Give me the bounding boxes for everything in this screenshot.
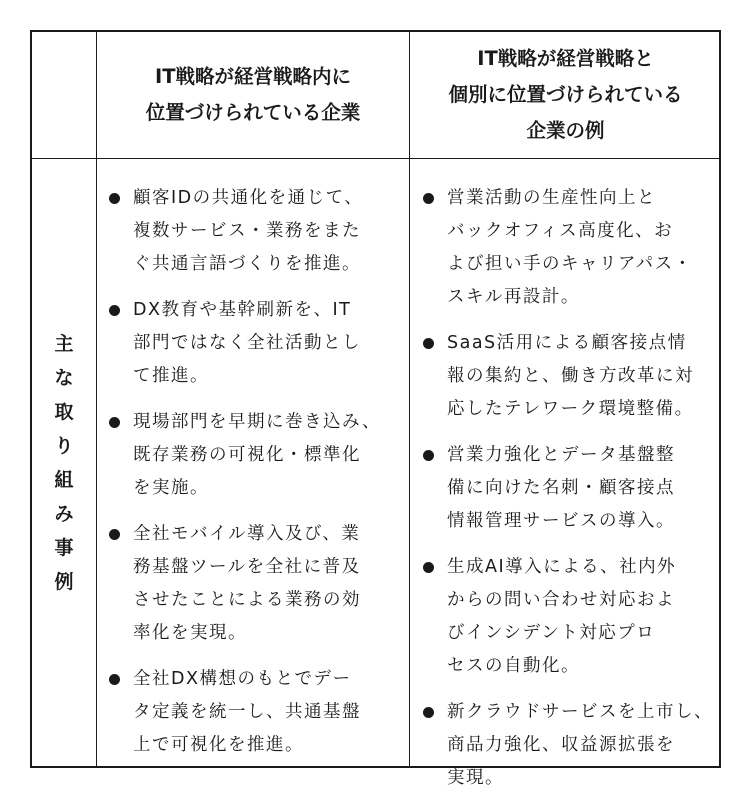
row-label-char: 事 — [54, 536, 74, 559]
list-item — [109, 294, 404, 393]
bullet-icon — [423, 193, 434, 204]
row-label-main-examples — [32, 159, 96, 766]
row-label-char: な — [54, 366, 74, 389]
list-item — [109, 182, 404, 281]
row-label-char: 取 — [54, 400, 74, 423]
list-item — [423, 439, 715, 538]
bullet-icon — [109, 417, 120, 428]
bullet-icon — [109, 674, 120, 685]
bullet-icon — [423, 450, 434, 461]
list-item — [109, 518, 404, 650]
header-col-integrated: IT戦略が経営戦略内に 位置づけられている企業 — [145, 65, 361, 124]
bullet-icon — [423, 562, 434, 573]
list-item-text: SaaS活用による顧客接点情 報の集約と、働き方改革に対 応したテレワーク環境整備。 — [447, 333, 694, 419]
list-item — [109, 406, 404, 505]
col2-body — [423, 182, 715, 808]
col1-body — [109, 182, 404, 775]
row-label-char: み — [54, 502, 74, 525]
header-col-separate: IT戦略が経営戦略と 個別に位置づけられている 企業の例 — [448, 47, 683, 142]
col1-list — [109, 182, 404, 762]
list-item-text: 顧客IDの共通化を通じて、 複数サービス・業務をまた ぐ共通言語づくりを推進。 — [133, 188, 364, 274]
list-item-text: 新クラウドサービスを上市し、 商品力強化、収益源拡張を 実現。 — [447, 702, 713, 788]
list-item-text: 生成AI導入による、社内外 からの問い合わせ対応およ びインシデント対応プロ セスの自動化。 — [447, 557, 677, 676]
bullet-icon — [423, 338, 434, 349]
list-item-text: DX教育や基幹刷新を、IT 部門ではなく全社活動とし て推進。 — [133, 300, 361, 386]
list-item-text: 全社DX構想のもとでデー タ定義を統一し、共通基盤 上で可視化を推進。 — [133, 669, 361, 755]
bullet-icon — [109, 529, 120, 540]
comparison-table — [30, 30, 721, 788]
row-label-char: 主 — [54, 332, 74, 355]
list-item-text: 全社モバイル導入及び、業 務基盤ツールを全社に普及 させたことによる業務の効 率化を実現。 — [133, 524, 361, 643]
list-item-text: 営業活動の生産性向上と バックオフィス高度化、お よび担い手のキャリアパス・ スキル再設計。 — [447, 188, 693, 307]
list-item — [109, 663, 404, 762]
list-item — [423, 696, 715, 795]
header-divider — [32, 158, 719, 159]
bullet-icon — [109, 193, 120, 204]
list-item-text: 現場部門を早期に巻き込み、 既存業務の可視化・標準化 を実施。 — [133, 412, 382, 498]
list-item — [423, 182, 715, 314]
list-item-text: 営業力強化とデータ基盤整 備に向けた名刺・顧客接点 情報管理サービスの導入。 — [447, 445, 675, 531]
row-label-char: 例 — [54, 570, 74, 593]
bullet-icon — [423, 707, 434, 718]
bullet-icon — [109, 305, 120, 316]
list-item — [423, 327, 715, 426]
row-label-char: り — [54, 434, 74, 457]
row-label-char: 組 — [54, 468, 74, 491]
list-item — [423, 551, 715, 683]
col2-list — [423, 182, 715, 795]
